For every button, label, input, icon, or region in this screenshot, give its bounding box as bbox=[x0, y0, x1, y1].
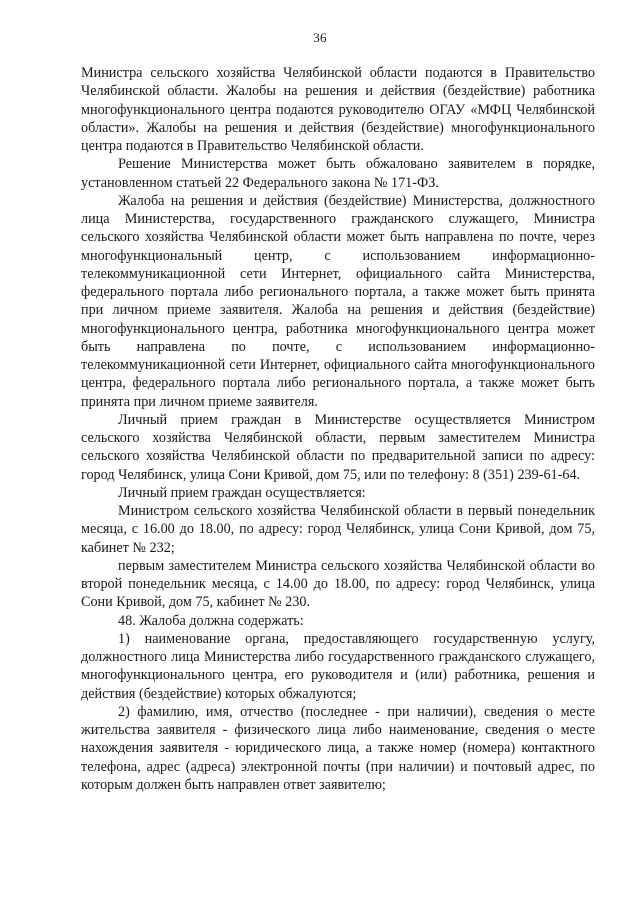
page-number: 36 bbox=[313, 30, 327, 45]
document-body bbox=[81, 64, 595, 794]
paragraph: 48. Жалоба должна содержать: bbox=[118, 612, 304, 629]
paragraph: первым заместителем Министра сельского хозяйства Челябинской области во второй понедельник месяца, с 14.00 до 18.00, по адресу: город Челябинск, улица Сони Кривой, дом 75, кабинет № 230. bbox=[81, 557, 595, 611]
paragraph: Министра сельского хозяйства Челябинской области подаются в Правительство Челябинской области. Жалобы на решения и действия (бездействие) работника многофункционального центра подаются руководителю ОГАУ «МФЦ Челябинской области». Жалобы на решения и действия (бездействие) многофункционального центра подаются в Правительство Челябинской области. bbox=[81, 65, 595, 154]
paragraph: Личный прием граждан в Министерстве осуществляется Министром сельского хозяйства Челябинской области, первым заместителем Министра сельского хозяйства Челябинской области по предварительной записи по адресу: город Челябинск, улица Сони Кривой, дом 75, или по телефону: 8 (351) 239-61-64. bbox=[81, 411, 595, 483]
paragraph: Личный прием граждан осуществляется: bbox=[118, 484, 366, 501]
paragraph: Министром сельского хозяйства Челябинской области в первый понедельник месяца, с 16.00 до 18.00, по адресу: город Челябинск, улица Сони Кривой, дом 75, кабинет № 232; bbox=[81, 503, 595, 556]
paragraph: 2) фамилию, имя, отчество (последнее - при наличии), сведения о месте жительства заявителя - физического лица либо наименование, сведения о месте нахождения заявителя - юридического лица, а также номер (номера) контактного телефона, адрес (адреса) электронной почты (при наличии) и почтовый адрес, по которым должен быть направлен ответ заявителю; bbox=[81, 703, 595, 793]
paragraph: Жалоба на решения и действия (бездействие) Министерства, должностного лица Министерства, государственного гражданского служащего, Министра сельского хозяйства Челябинской области может быть направлена по почте, через многофункциональный центр, с использованием информационно-телекоммуникационной сети Интернет, официального сайта Министерства, федерального портала либо регионального портала, а также может быть принята при личном приеме заявителя. Жалоба на решения и действия (бездействие) многофункционального центра, работника многофункционального центра может быть направлена по почте, с использованием информационно-телекоммуникационной сети Интернет, официального сайта многофункционального центра, федерального портала либо регионального портала, а также может быть принята при личном приеме заявителя. bbox=[81, 192, 595, 410]
paragraph: Решение Министерства может быть обжаловано заявителем в порядке, установленном статьей 22 Федерального закона № 171-ФЗ. bbox=[81, 156, 595, 191]
paragraph: 1) наименование органа, предоставляющего государственную услугу, должностного лица Министерства либо государственного гражданского служащего, многофункционального центра, его руководителя и (или) работника, решения и действия (бездействие) которых обжалуются; bbox=[81, 630, 595, 702]
